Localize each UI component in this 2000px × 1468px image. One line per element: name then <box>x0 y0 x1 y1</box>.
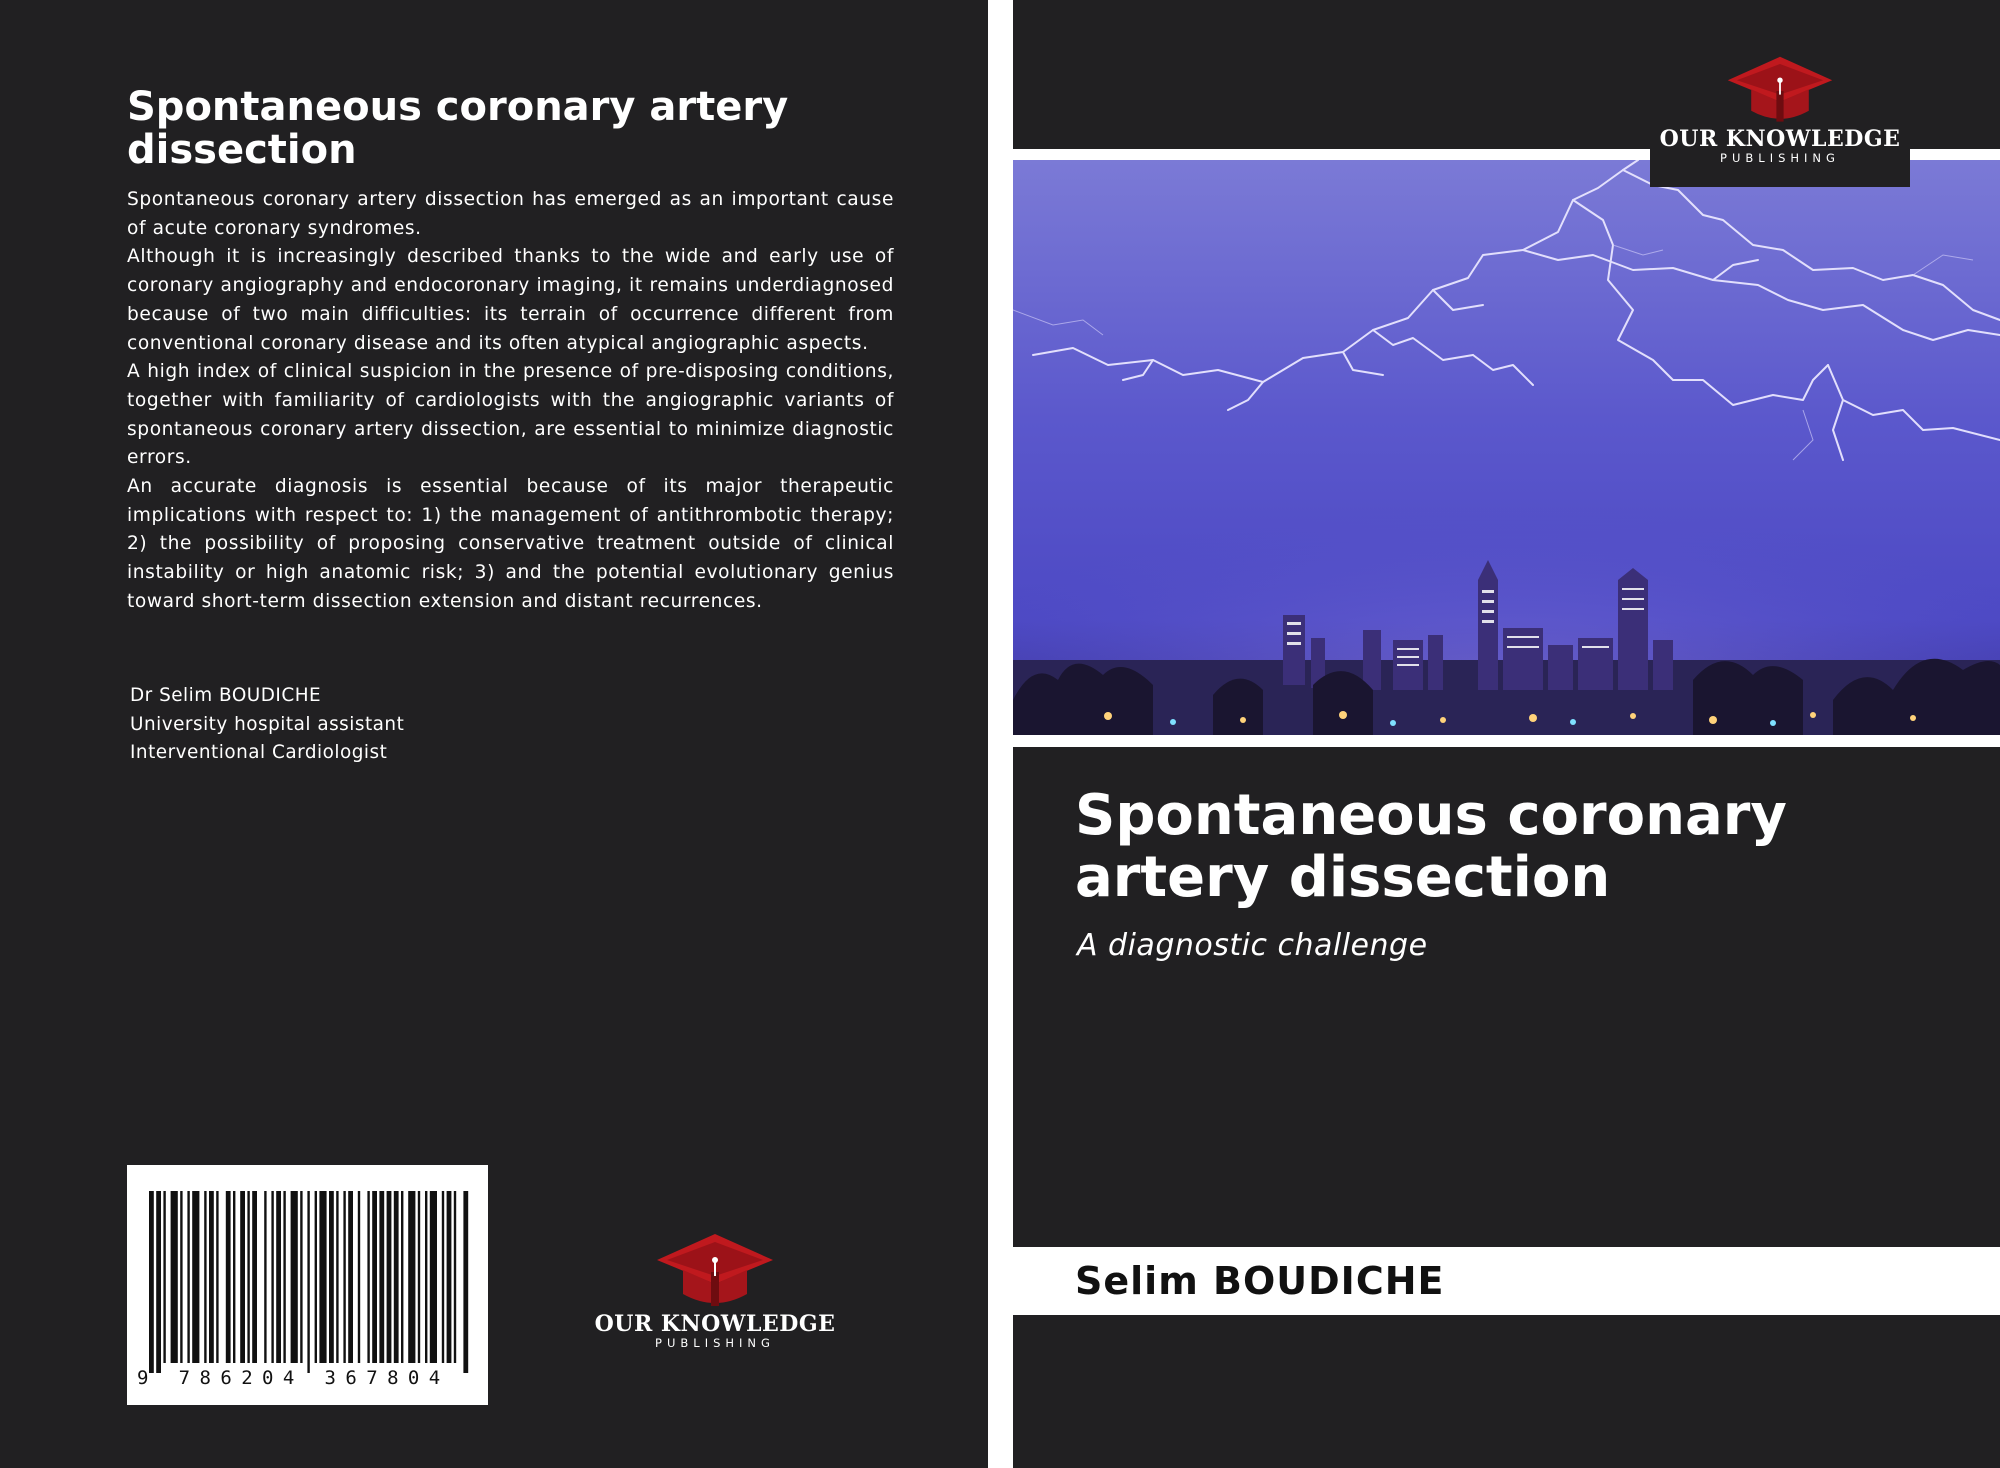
lightning-skyline-image <box>1013 160 2000 735</box>
publisher-subtitle: PUBLISHING <box>655 1336 775 1350</box>
blurb-paragraph: Spontaneous coronary artery dissection has emerged as an important cause of acute coronary syndromes. <box>127 189 894 239</box>
barcode-bar <box>343 1191 345 1363</box>
barcode-bar <box>204 1191 206 1363</box>
barcode-bar <box>216 1191 218 1363</box>
barcode-bar <box>329 1191 334 1363</box>
author-specialty-line: Interventional Cardiologist <box>130 742 388 763</box>
barcode-bar <box>271 1191 273 1363</box>
barcode-bar <box>367 1191 369 1363</box>
publisher-subtitle: PUBLISHING <box>1720 151 1840 165</box>
barcode-bar <box>240 1191 245 1363</box>
cover-photo-lightning-city <box>1013 160 2000 735</box>
barcode-bar <box>247 1191 249 1363</box>
barcode-bar <box>447 1191 452 1363</box>
barcode-digits: 9 786204 367804 <box>137 1367 450 1389</box>
barcode-bar <box>408 1191 415 1363</box>
back-cover-blurb <box>127 186 894 617</box>
author-band <box>1013 1247 2000 1315</box>
barcode-bar <box>192 1191 199 1363</box>
barcode-bar <box>379 1191 384 1363</box>
barcode-bar <box>171 1191 178 1363</box>
front-cover-author: Selim BOUDICHE <box>1075 1259 1445 1303</box>
barcode-bar <box>387 1191 392 1363</box>
barcode-bar <box>425 1191 427 1363</box>
barcode-bar <box>149 1191 154 1373</box>
barcode-bar <box>463 1191 468 1373</box>
barcode-bar <box>348 1191 353 1363</box>
barcode-bar <box>336 1191 338 1363</box>
author-info <box>130 682 404 768</box>
barcode-bar <box>233 1191 235 1363</box>
barcode-bar <box>430 1191 437 1363</box>
barcode-bar <box>401 1191 403 1363</box>
barcode-bar <box>319 1191 326 1363</box>
barcode-bar <box>418 1191 420 1363</box>
publisher-logo-front <box>1650 55 1910 166</box>
isbn-barcode <box>127 1165 488 1405</box>
graduation-cap-icon <box>655 1232 775 1312</box>
barcode-bar <box>163 1191 165 1363</box>
barcode-bar <box>264 1191 266 1363</box>
publisher-logo-back <box>590 1232 840 1351</box>
front-cover-title <box>1075 785 1975 909</box>
barcode-bar <box>156 1191 161 1373</box>
barcode-bar <box>300 1191 302 1363</box>
spine-gap <box>988 0 1013 1468</box>
barcode-bar <box>226 1191 231 1363</box>
front-title-line: Spontaneous coronary <box>1075 783 1787 848</box>
barcode-bar <box>315 1191 317 1363</box>
front-cover-subtitle: A diagnostic challenge <box>1077 928 1428 963</box>
barcode-bar <box>252 1191 257 1363</box>
back-cover-title: Spontaneous coronary artery dissection <box>127 84 789 173</box>
barcode-bar <box>283 1191 285 1363</box>
barcode-bar <box>394 1191 399 1363</box>
graduation-cap-icon <box>1724 55 1836 127</box>
author-position-line: University hospital assistant <box>130 713 405 735</box>
barcode-bar <box>372 1191 377 1363</box>
publisher-name: OUR KNOWLEDGE <box>594 1311 836 1337</box>
publisher-name: OUR KNOWLEDGE <box>1659 126 1901 152</box>
barcode-bar <box>358 1191 360 1363</box>
divider-band <box>1013 735 2000 747</box>
barcode-bar <box>187 1191 189 1363</box>
barcode-bar <box>307 1191 309 1373</box>
author-name-line: Dr Selim BOUDICHE <box>130 685 322 706</box>
back-cover <box>0 0 988 1468</box>
blurb-paragraph: An accurate diagnosis is essential because of its major therapeutic implications with respect to: 1) the management of antithrombotic therapy; 2) the possibility of proposing conservative treatment outside of clinical instability or high anatomic risk; 3) and the potential evolutionary genius toward short-term dissection extension and distant recurrences. <box>127 476 894 612</box>
barcode-bar <box>454 1191 456 1363</box>
blurb-paragraph: Although it is increasingly described thanks to the wide and early use of coronary angiography and endocoronary imaging, it remains underdiagnosed because of two main difficulties: its terrain of occurrence different from conventional coronary disease and its often atypical angiographic aspects. <box>127 246 894 354</box>
barcode-bar <box>291 1191 298 1363</box>
barcode-bar <box>276 1191 281 1363</box>
blurb-paragraph: A high index of clinical suspicion in the presence of pre-disposing conditions, together with familiarity of cardiologists with the angiographic variants of spontaneous coronary artery dissection, are essential to minimize diagnostic errors. <box>127 361 894 469</box>
barcode-bar <box>180 1191 182 1363</box>
barcode-bar <box>442 1191 444 1363</box>
front-title-line: artery dissection <box>1075 845 1611 910</box>
barcode-bar <box>209 1191 214 1363</box>
